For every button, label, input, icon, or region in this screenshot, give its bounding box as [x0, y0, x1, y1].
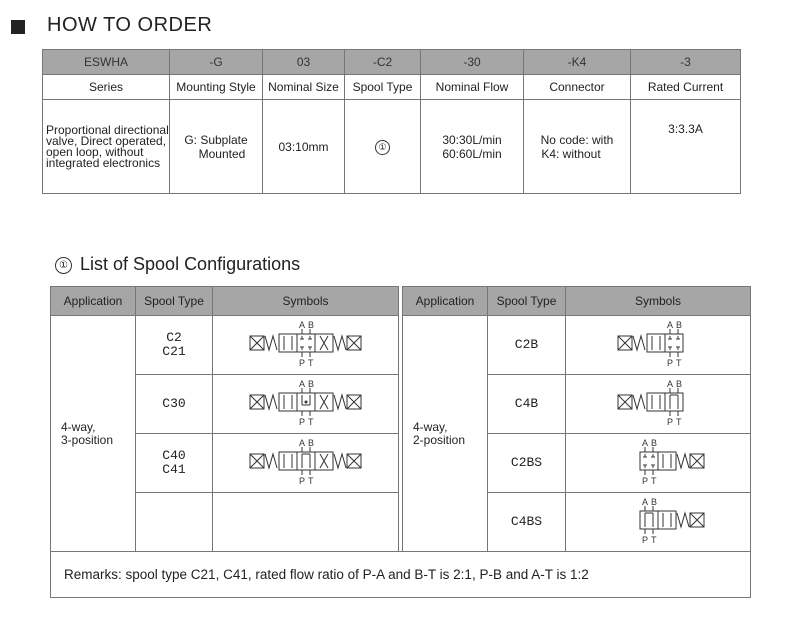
valve-symbol-c30 — [246, 378, 366, 428]
section-bullet-square — [11, 20, 25, 34]
port-label-t: T — [651, 534, 657, 545]
port-label-a: A — [298, 319, 305, 330]
spring-symbol — [265, 454, 277, 468]
application-line: 3-position — [61, 432, 114, 447]
port-label-p: P — [298, 416, 305, 427]
flow-line: 30:30L/min — [442, 132, 502, 147]
spool-list-title-text: List of Spool Configurations — [80, 254, 301, 274]
application-line: 4-way, — [61, 419, 96, 434]
spool-code-c2b: C2B — [488, 316, 566, 375]
spool-code: C41 — [162, 462, 186, 477]
header-size: Nominal Size — [263, 75, 345, 100]
spool-code-c4bs: C4BS — [488, 493, 566, 552]
ordering-code-table — [42, 49, 741, 194]
code-current: -3 — [631, 50, 741, 75]
spool-code: C40 — [162, 448, 186, 463]
valve-envelope — [279, 334, 297, 352]
spool-code-c2-c21 — [136, 316, 213, 375]
spool-code: C21 — [162, 344, 186, 359]
header-application-right: Application — [403, 287, 488, 316]
series-desc-line: open loop, without — [46, 144, 144, 159]
current-value: 3:3.3A — [631, 100, 741, 194]
spring-symbol — [334, 395, 346, 409]
how-to-order-title: HOW TO ORDER — [47, 14, 213, 36]
header-spool-type-right: Spool Type — [488, 287, 566, 316]
spring-symbol — [265, 336, 277, 350]
spring-symbol — [334, 336, 346, 350]
valve-envelope — [658, 452, 676, 470]
flow-value — [421, 100, 524, 194]
series-description — [43, 100, 170, 194]
port-label-a: A — [298, 437, 305, 448]
port-label-t: T — [651, 475, 657, 486]
spring-symbol — [677, 513, 689, 527]
header-spool: Spool Type — [345, 75, 421, 100]
port-label-b: B — [307, 437, 314, 448]
port-label-b: B — [651, 496, 658, 507]
symbol-cell-c4bs — [566, 493, 751, 552]
spring-symbol — [265, 395, 277, 409]
spool-code-c30: C30 — [136, 375, 213, 434]
valve-symbol-c40 — [246, 437, 366, 487]
footnote-marker: ① — [375, 140, 390, 155]
code-size: 03 — [263, 50, 345, 75]
valve-symbol-c2bs — [598, 437, 718, 487]
valve-envelope — [658, 511, 676, 529]
header-application-left: Application — [51, 287, 136, 316]
mounting-line: G: Subplate — [184, 132, 248, 147]
remarks: Remarks: spool type C21, C41, rated flow ratio of P-A and B-T is 2:1, P-B and A-T is 1:2 — [51, 552, 751, 598]
spool-code-c2bs: C2BS — [488, 434, 566, 493]
valve-envelope — [297, 334, 315, 352]
valve-envelope — [640, 452, 658, 470]
symbol-cell-c2 — [213, 316, 399, 375]
port-label-t: T — [307, 416, 313, 427]
application-2-position — [403, 316, 488, 552]
series-desc-line: integrated electronics — [46, 155, 161, 170]
application-line: 4-way, — [413, 419, 448, 434]
size-value: 03:10mm — [263, 100, 345, 194]
symbol-cell-c2b — [566, 316, 751, 375]
code-connector: -K4 — [524, 50, 631, 75]
port-label-p: P — [298, 357, 305, 368]
spool-code-c4b: C4B — [488, 375, 566, 434]
spool-code-c40-c41 — [136, 434, 213, 493]
valve-envelope — [297, 452, 315, 470]
header-spool-type-left: Spool Type — [136, 287, 213, 316]
header-symbols-left: Symbols — [213, 287, 399, 316]
series-desc-line: Proportional directional — [46, 122, 169, 137]
port-label-p: P — [298, 475, 305, 486]
valve-symbol-c2b — [598, 319, 718, 369]
spring-symbol — [633, 395, 645, 409]
valve-envelope — [279, 452, 297, 470]
symbol-cell-c4b — [566, 375, 751, 434]
port-label-t: T — [307, 475, 313, 486]
port-label-a: A — [667, 319, 674, 330]
spring-symbol — [334, 454, 346, 468]
spool-value — [345, 100, 421, 194]
spool-code-empty — [136, 493, 213, 552]
port-label-t: T — [676, 357, 682, 368]
port-label-b: B — [307, 378, 314, 389]
application-3-position — [51, 316, 136, 552]
port-label-a: A — [298, 378, 305, 389]
mounting-line: Mounted — [198, 146, 246, 161]
header-series: Series — [43, 75, 170, 100]
code-flow: -30 — [421, 50, 524, 75]
port-label-b: B — [307, 319, 314, 330]
code-series: ESWHA — [43, 50, 170, 75]
header-flow: Nominal Flow — [421, 75, 524, 100]
port-label-p: P — [642, 475, 649, 486]
symbol-cell-c2bs — [566, 434, 751, 493]
valve-envelope — [647, 334, 665, 352]
mounting-value — [170, 100, 263, 194]
port-label-a: A — [642, 496, 649, 507]
symbol-cell-c40 — [213, 434, 399, 493]
header-mounting: Mounting Style — [170, 75, 263, 100]
port-dot — [304, 400, 307, 403]
flow-line: 60:60L/min — [442, 146, 502, 161]
header-connector: Connector — [524, 75, 631, 100]
spring-symbol — [677, 454, 689, 468]
table-gap — [399, 493, 403, 552]
header-symbols-right: Symbols — [566, 287, 751, 316]
spool-configuration-table — [50, 286, 751, 598]
port-label-a: A — [667, 378, 674, 389]
table-gap — [399, 375, 403, 434]
port-label-t: T — [307, 357, 313, 368]
series-desc-line: valve, Direct operated, — [46, 133, 167, 148]
valve-symbol-c2 — [246, 319, 366, 369]
port-label-b: B — [651, 437, 658, 448]
connector-line: No code: with — [540, 132, 614, 147]
port-label-p: P — [667, 357, 674, 368]
code-mounting: -G — [170, 50, 263, 75]
symbol-cell-c30 — [213, 375, 399, 434]
symbol-cell-empty — [213, 493, 399, 552]
table-gap — [399, 434, 403, 493]
valve-envelope — [640, 511, 658, 529]
valve-envelope — [665, 393, 683, 411]
spool-list-title — [55, 254, 300, 275]
header-current: Rated Current — [631, 75, 741, 100]
spool-code: C2 — [166, 330, 182, 345]
application-line: 2-position — [413, 432, 466, 447]
valve-envelope — [665, 334, 683, 352]
spring-symbol — [633, 336, 645, 350]
port-label-p: P — [667, 416, 674, 427]
port-label-b: B — [676, 378, 683, 389]
port-label-p: P — [642, 534, 649, 545]
port-label-b: B — [676, 319, 683, 330]
connector-value — [524, 100, 631, 194]
valve-symbol-c4bs — [598, 496, 718, 546]
code-spool: -C2 — [345, 50, 421, 75]
valve-envelope — [279, 393, 297, 411]
footnote-marker: ① — [55, 257, 72, 274]
valve-symbol-c4b — [598, 378, 718, 428]
connector-line: K4: without — [541, 146, 601, 161]
port-label-t: T — [676, 416, 682, 427]
valve-envelope — [647, 393, 665, 411]
port-label-a: A — [642, 437, 649, 448]
